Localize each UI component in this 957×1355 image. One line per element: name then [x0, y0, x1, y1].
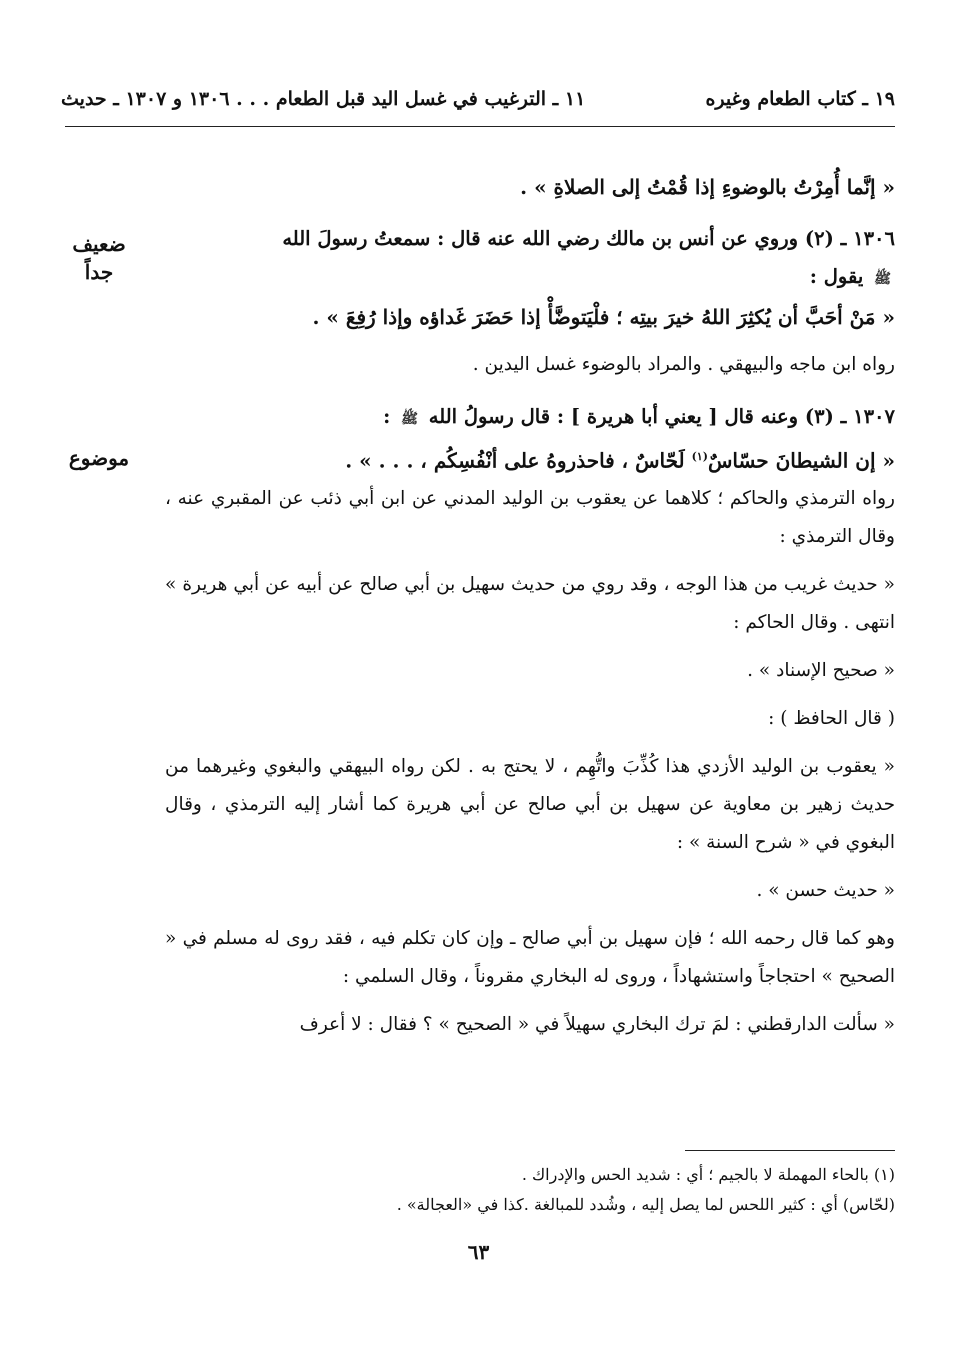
hadith-1306-line1: ١٣٠٦ ـ (٢) وروي عن أنس بن مالك رضي الله عنه قال : سمعتُ رسولَ الله	[282, 227, 895, 250]
hadith-1306-intro	[165, 220, 895, 258]
hadith-1306-source: رواه ابن ماجه والبيهقي . والمراد بالوضوء غسل اليدين .	[472, 354, 895, 375]
paragraph-2: « حديث غريب من هذا الوجه ، وقد روي من حديث سهيل بن أبي صالح عن أبيه عن أبي هريرة » انتهى . وقال الحاكم :	[165, 573, 895, 633]
hadith-1306-line2: يقول :	[809, 265, 864, 288]
page-number: ٦٣	[467, 1240, 490, 1264]
paragraph-1: رواه الترمذي والحاكم ؛ كلاهما عن يعقوب بن الوليد المدني عن ابن أبي ذئب عن المقبري عنه ، وقال الترمذي :	[165, 487, 895, 547]
footnote-marker: (١)	[691, 450, 708, 463]
footnote-rule	[685, 1150, 895, 1151]
footnote-2: (لحّاس) أي : كثير اللحس لما يصل إليه ، وشُدد للمبالغة .كذا في «العجالة» .	[396, 1195, 895, 1214]
main-text	[165, 168, 895, 1044]
footnotes	[135, 1160, 895, 1220]
hadith-1307-quote-b: لَحّاسٌ ، فاحذروهُ على أنْفُسِكُم ، . . . » .	[345, 448, 685, 473]
paragraph-5: « يعقوب بن الوليد الأزدي هذا كُذِّبَ واتُّهِم ، لا يحتج به . لكن رواه البيهقي والبغوي وغيرهما من حديث زهير بن معاوية عن سهيل بن أبي صالح عن أبي هريرة كما أشار إليه الترمذي ، وقال البغوي في « شرح السنة » :	[165, 755, 895, 853]
paragraph-4: ( قال الحافظ ) :	[768, 707, 895, 729]
hadith-1307-quote-a: « إن الشيطانَ حسّاسٌ	[707, 448, 895, 473]
salutation-glyph: ﷺ	[401, 411, 418, 427]
grade-note-1307: موضوع	[68, 446, 130, 470]
hadith-1307-line1: ١٣٠٧ ـ (٣) وعنه قال [ يعني أبا هريرة ] : قال رسولُ الله	[428, 405, 895, 428]
paragraph-6: « حديث حسن » .	[756, 879, 895, 901]
paragraph-7: وهو كما قال رحمه الله ؛ فإن سهيل بن أبي صالح ـ وإن كان تكلم فيه ، فقد روى له مسلم في « الصحيح » احتجاجاً واستشهاداً ، وروى له البخاري مقروناً ، وقال السلمي :	[165, 927, 895, 987]
grade-note-1306: ضعيف جداً	[72, 232, 126, 284]
header-section: ١١ ـ الترغيب في غسل اليد قبل الطعام . . . ١٣٠٦ و ١٣٠٧ ـ حديث	[61, 88, 586, 110]
paragraph-3: « صحيح الإسناد » .	[747, 659, 895, 681]
hadith-1307-intro	[165, 398, 895, 438]
header-chapter: ١٩ ـ كتاب الطعام وغيره	[705, 88, 895, 110]
hadith-1307-quote	[165, 438, 895, 480]
header-rule	[65, 126, 895, 127]
footnote-1: (١) بالحاء المهملة لا بالجيم ؛ أي : شديد الحس والإدراك .	[521, 1165, 895, 1184]
paragraph-8: « سألت الدارقطني : لمَ ترك البخاري سهيلاً في « الصحيح » ؟ فقال : لا أعرف	[299, 1013, 895, 1035]
hadith-quote-previous: « إنَّما أُمِرْتُ بالوضوءِ إذا قُمْتُ إلى الصلاةِ » .	[520, 175, 895, 199]
hadith-1307-colon: :	[383, 405, 391, 428]
hadith-1306-intro-2	[165, 258, 895, 298]
hadith-1306-quote: « مَنْ أحَبَّ أن يُكثِرَ اللهُ خيرَ بيتِه ؛ فلْيَتوضَّأْ إذا حَضَرَ غَداؤه وإذا رُفِعَ » .	[312, 305, 895, 329]
salutation-glyph: ﷺ	[874, 271, 891, 287]
